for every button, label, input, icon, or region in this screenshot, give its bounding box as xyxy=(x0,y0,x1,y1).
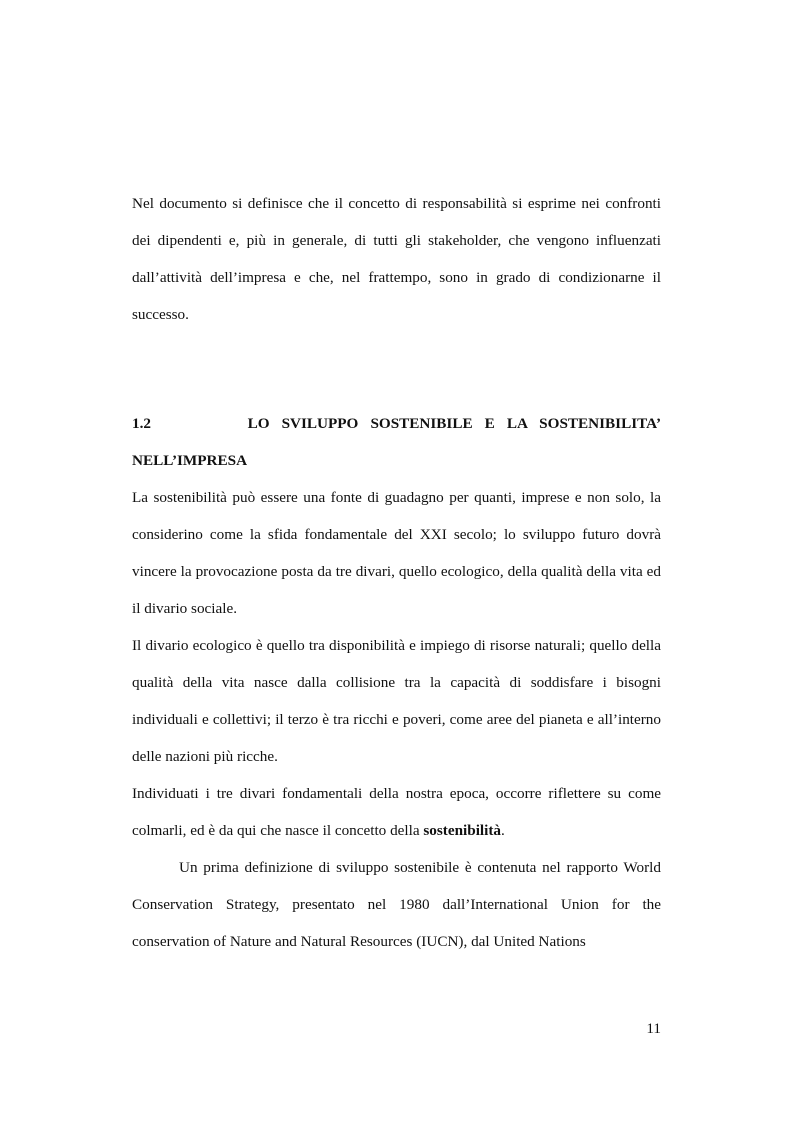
page-body xyxy=(132,185,661,960)
paragraph-divario-ecologico: Il divario ecologico è quello tra disponibilità e impiego di risorse naturali; quello della qualità della vita nasce dalla collisione tra la capacità di soddisfare i bisogni individuali e collettivi; il terzo è tra ricchi e poveri, come aree del pianeta e all’interno delle nazioni più ricche. xyxy=(132,637,661,765)
section-title-line2: NELL’IMPRESA xyxy=(132,452,248,469)
paragraph-4-text: Individuati i tre divari fondamentali della nostra epoca, occorre riflettere su come colmarli, ed è da qui che nasce il concetto della xyxy=(132,785,661,839)
paragraph-4-end: . xyxy=(501,822,505,839)
section-number: 1.2 xyxy=(132,415,151,432)
section-title-line1: LO SVILUPPO SOSTENIBILE E LA SOSTENIBILITA’ xyxy=(247,415,662,432)
paragraph-responsabilita: Nel documento si definisce che il concetto di responsabilità si esprime nei confronti dei dipendenti e, più in generale, di tutti gli stakeholder, che vengono influenzati dall’attività dell’impresa e che, nel frattempo, sono in grado di condizionarne il successo. xyxy=(132,195,661,323)
paragraph-prima-definizione: Un prima definizione di sviluppo sostenibile è contenuta nel rapporto World Conservation Strategy, presentato nel 1980 dall’International Union for the conservation of Nature and Natural Resources (IUCN), dal United Nations xyxy=(132,859,661,950)
page-number: 11 xyxy=(646,1020,661,1037)
keyword-sostenibilita: sostenibilità xyxy=(423,822,502,839)
paragraph-divari-fondamentali xyxy=(132,775,661,849)
paragraph-sostenibilita-guadagno: La sostenibilità può essere una fonte di guadagno per quanti, imprese e non solo, la considerino come la sfida fondamentale del XXI secolo; lo sviluppo futuro dovrà vincere la provocazione posta da tre divari, quello ecologico, della qualità della vita ed il divario sociale. xyxy=(132,489,661,617)
section-heading xyxy=(132,405,661,442)
